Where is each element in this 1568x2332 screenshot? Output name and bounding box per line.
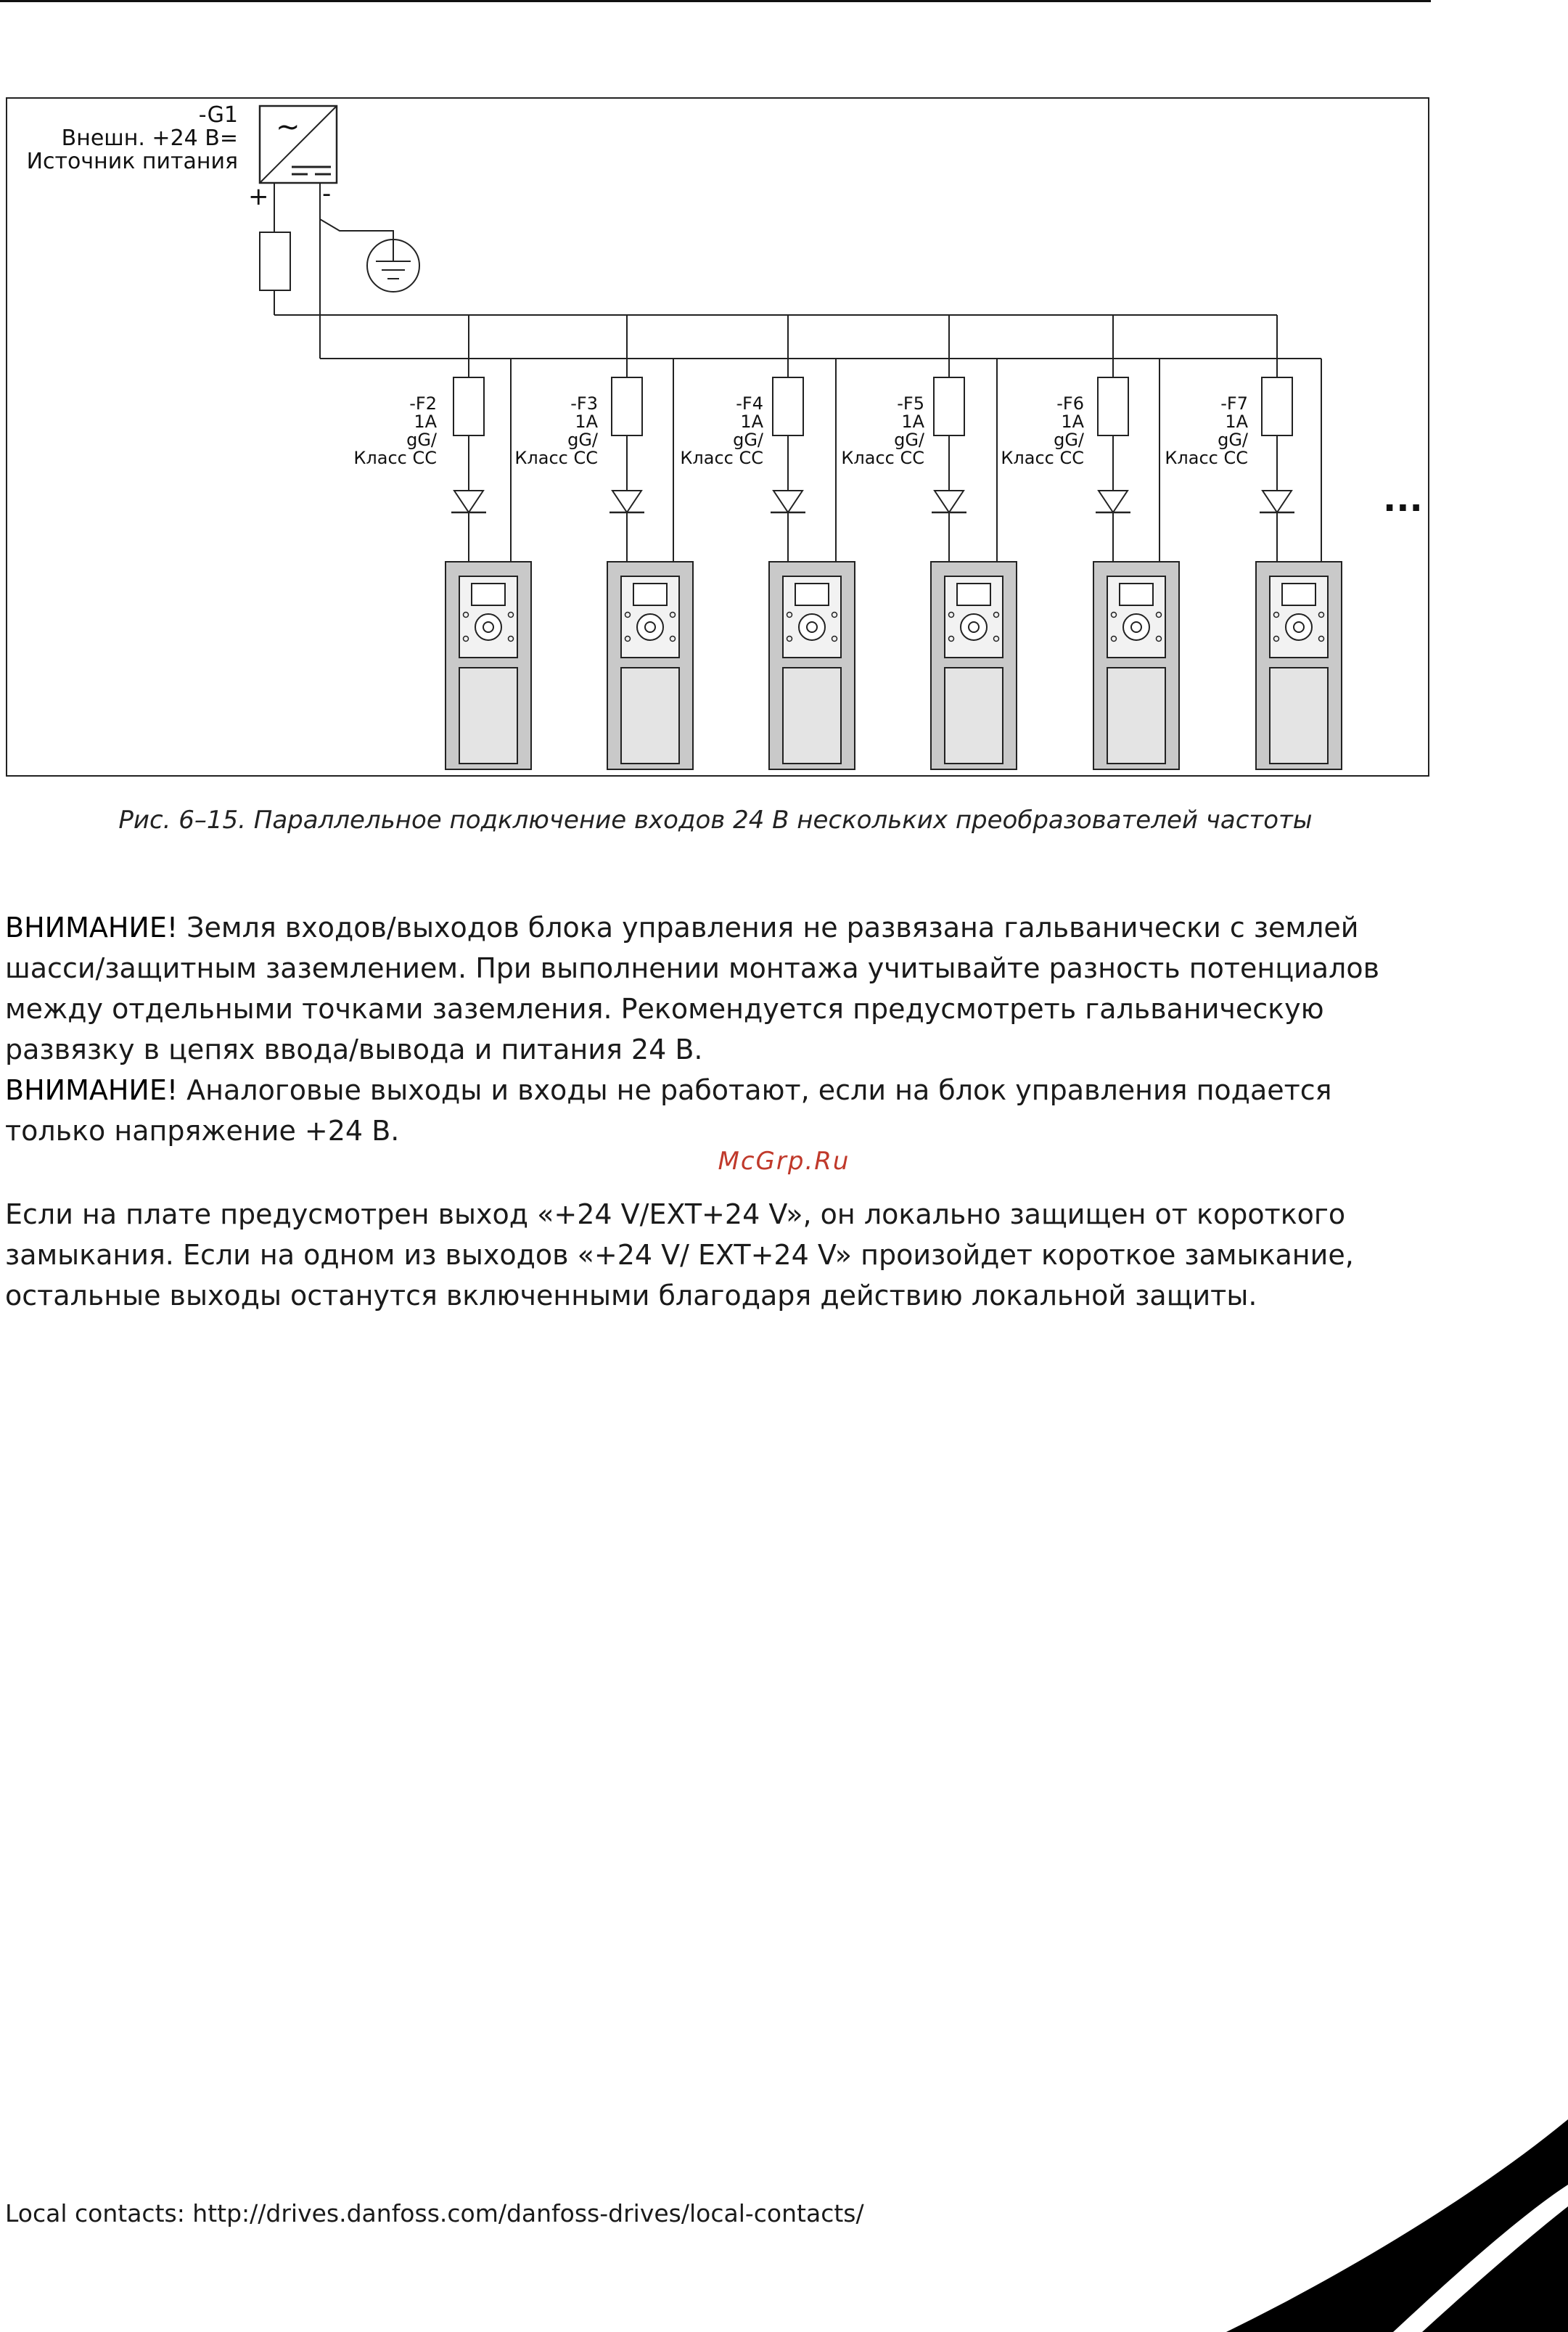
fuse-rating-f6: 1A	[1061, 412, 1084, 432]
warning-label: ВНИМАНИЕ!	[5, 912, 178, 944]
fuse-type-f7: gG/	[1218, 430, 1248, 450]
fuse-rating-f5: 1A	[901, 412, 924, 432]
source-id: -G1	[198, 102, 238, 128]
fuse-id-f7: -F7	[1220, 393, 1248, 414]
top-rule	[0, 0, 1431, 2]
branch-f4	[680, 315, 855, 769]
fuse-id-f4: -F4	[736, 393, 763, 414]
fuse-rating-f3: 1A	[575, 412, 598, 432]
fuse-rating-f7: 1A	[1225, 412, 1248, 432]
plus-terminal: +	[248, 182, 269, 211]
watermark: McGrp.Ru	[718, 1147, 850, 1176]
corner-swoosh-graphic	[1204, 2105, 1568, 2332]
fuse-id-f6: -F6	[1056, 393, 1084, 414]
drive-unit	[1093, 562, 1179, 769]
fuse-type-f4: gG/	[733, 430, 763, 450]
drive-unit	[607, 562, 693, 769]
fuse-class-f4: Класс CC	[680, 448, 763, 468]
fuse-class-f5: Класс CC	[841, 448, 924, 468]
warning-text: Аналоговые выходы и входы не работают, если на блок управления подается только напряжение +24 В.	[5, 1074, 1332, 1147]
wiring-diagram	[6, 97, 1429, 777]
branch-f5	[841, 315, 1017, 769]
source-line2: Источник питания	[26, 149, 238, 174]
info-paragraph: Если на плате предусмотрен выход «+24 V/EXT+24 V», он локально защищен от короткого замыкания. Если на одном из выходов «+24 V/ EXT+24 V» произойдет короткое замыкание, остальные выходы останутся включенными благодаря действию локальной защиты.	[5, 1198, 1354, 1312]
diagram-frame	[7, 98, 1429, 776]
branch-f6	[1001, 315, 1179, 769]
minus-terminal: -	[322, 179, 332, 208]
fuse-type-f6: gG/	[1054, 430, 1084, 450]
footer-contacts: Local contacts: http://drives.danfoss.com/danfoss-drives/local-contacts/	[5, 2199, 864, 2227]
fuse-rating-f4: 1A	[740, 412, 763, 432]
warning-paragraph-1	[5, 907, 1427, 1070]
continuation-ellipsis: ...	[1383, 479, 1423, 520]
drive-unit	[446, 562, 531, 769]
fuse-id-f2: -F2	[409, 393, 437, 414]
drive-unit	[769, 562, 855, 769]
fuse-type-f5: gG/	[894, 430, 924, 450]
branch-f2	[353, 315, 531, 769]
fuse-class-f2: Класс CC	[353, 448, 437, 468]
fuse-class-f3: Класс CC	[514, 448, 598, 468]
drive-unit	[1256, 562, 1342, 769]
main-fuse	[260, 232, 290, 290]
figure-caption: Рис. 6–15. Параллельное подключение входов 24 В нескольких преобразователей частоты	[118, 806, 1313, 835]
warning-label: ВНИМАНИЕ!	[5, 1074, 178, 1106]
warning-paragraph-2	[5, 1070, 1427, 1151]
ac-symbol: ~	[276, 110, 300, 144]
fuse-class-f6: Класс CC	[1001, 448, 1084, 468]
drive-unit	[931, 562, 1017, 769]
fuse-type-f3: gG/	[567, 430, 598, 450]
fuse-class-f7: Класс CC	[1165, 448, 1248, 468]
branch-f3	[514, 315, 693, 769]
fuse-rating-f2: 1A	[414, 412, 437, 432]
branch-f7	[1165, 315, 1342, 769]
fuse-id-f3: -F3	[570, 393, 598, 414]
source-line1: Внешн. +24 В=	[61, 126, 238, 151]
fuse-id-f5: -F5	[897, 393, 924, 414]
warning-text: Земля входов/выходов блока управления не развязана гальванически с землей шасси/защитным заземлением. При выполнении монтажа учитывайте разность потенциалов между отдельными точками заземления. Рекомендуется предусмотреть гальваническую развязку в цепях ввода/вывода и питания 24 В.	[5, 912, 1379, 1065]
fuse-type-f2: gG/	[406, 430, 437, 450]
